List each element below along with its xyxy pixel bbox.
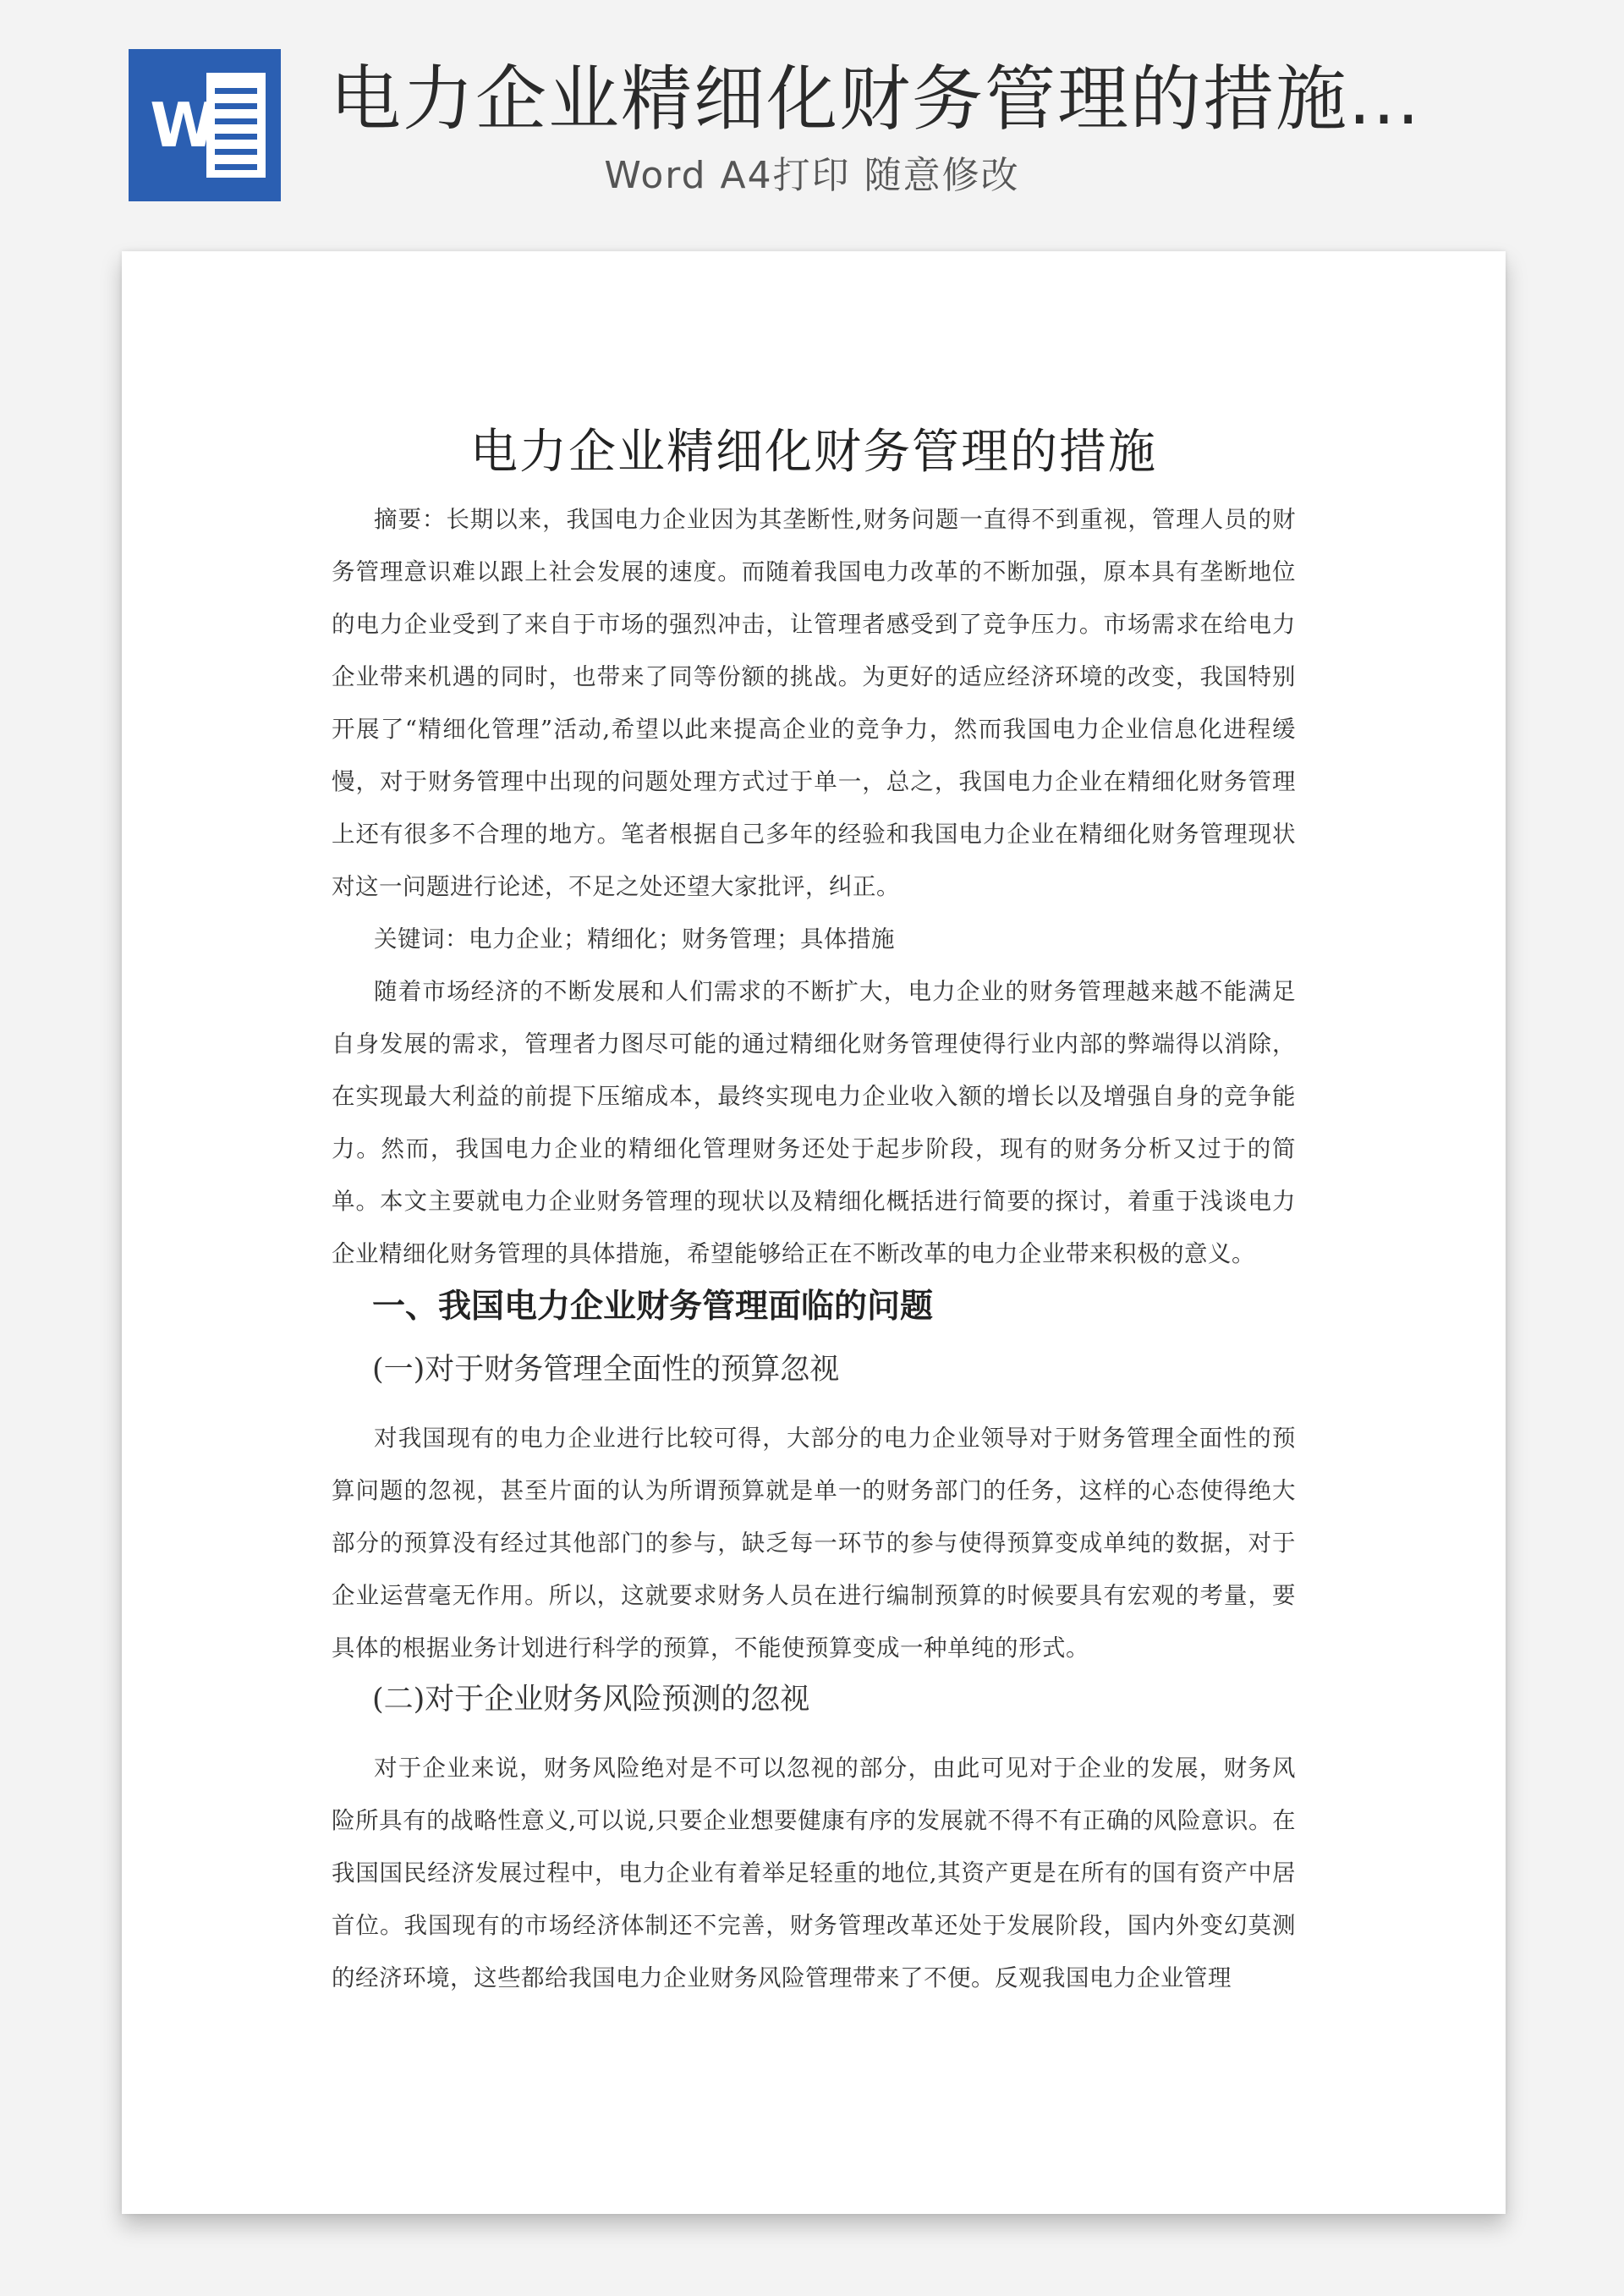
header-title: 电力企业精细化财务管理的措施... — [330, 58, 1422, 140]
header-subtitle: Word A4打印 随意修改 — [604, 154, 1020, 197]
word-icon-letter: W — [150, 90, 217, 161]
abstract-paragraph: 摘要：长期以来，我国电力企业因为其垄断性,财务问题一直得不到重视，管理人员的财务管理意识难以跟上社会发展的速度。而随着我国电力改革的不断加强，原本具有垄断地位的电力企业受到了来自于市场的强烈冲击，让管理者感受到了竞争压力。市场需求在给电力企业带来机遇的同时，也带来了同等份额的挑战。为更好的适应经济环境的改变，我国特别开展了“精细化管理”活动,希望以此来提高企业的竞争力，然而我国电力企业信息化进程缓慢，对于财务管理中出现的问题处理方式过于单一，总之，我国电力企业在精细化财务管理上还有很多不合理的地方。笔者根据自己多年的经验和我国电力企业在精细化财务管理现状对这一问题进行论述，不足之处还望大家批评，纠正。 — [332, 506, 1296, 900]
subsection-1-paragraph: 对我国现有的电力企业进行比较可得，大部分的电力企业领导对于财务管理全面性的预算问题的忽视，甚至片面的认为所谓预算就是单一的财务部门的任务，这样的心态使得绝大部分的预算没有经过其他部门的参与，缺乏每一环节的参与使得预算变成单纯的数据，对于企业运营毫无作用。所以，这就要求财务人员在进行编制预算的时候要具有宏观的考量，要具体的根据业务计划进行科学的预算，不能使预算变成一种单纯的形式。 — [332, 1425, 1296, 1662]
keywords-paragraph: 关键词：电力企业；精细化；财务管理；具体措施 — [374, 926, 895, 953]
header — [0, 0, 1624, 228]
section-heading: 一、我国电力企业财务管理面临的问题 — [372, 1288, 934, 1326]
document-page — [122, 251, 1506, 2214]
document-content — [332, 420, 1296, 2004]
subsection-heading-1: (一)对于财务管理全面性的预算忽视 — [372, 1353, 840, 1387]
subsection-2-paragraph: 对于企业来说，财务风险绝对是不可以忽视的部分，由此可见对于企业的发展，财务风险所具有的战略性意义,可以说,只要企业想要健康有序的发展就不得不有正确的风险意识。在我国国民经济发展过程中，电力企业有着举足轻重的地位,其资产更是在所有的国有资产中居首位。我国现有的市场经济体制还不完善，财务管理改革还处于发展阶段，国内外变幻莫测的经济环境，这些都给我国电力企业财务风险管理带来了不便。反观我国电力企业管理 — [332, 1755, 1296, 1991]
subsection-heading-2: (二)对于企业财务风险预测的忽视 — [372, 1683, 810, 1717]
intro-paragraph: 随着市场经济的不断发展和人们需求的不断扩大，电力企业的财务管理越来越不能满足自身发展的需求，管理者力图尽可能的通过精细化财务管理使得行业内部的弊端得以消除，在实现最大利益的前提下压缩成本，最终实现电力企业收入额的增长以及增强自身的竞争能力。然而，我国电力企业的精细化管理财务还处于起步阶段，现有的财务分析又过于的简单。本文主要就电力企业财务管理的现状以及精细化概括进行简要的探讨，着重于浅谈电力企业精细化财务管理的具体措施，希望能够给正在不断改革的电力企业带来积极的意义。 — [332, 978, 1296, 1267]
document-title: 电力企业精细化财务管理的措施 — [470, 425, 1157, 480]
